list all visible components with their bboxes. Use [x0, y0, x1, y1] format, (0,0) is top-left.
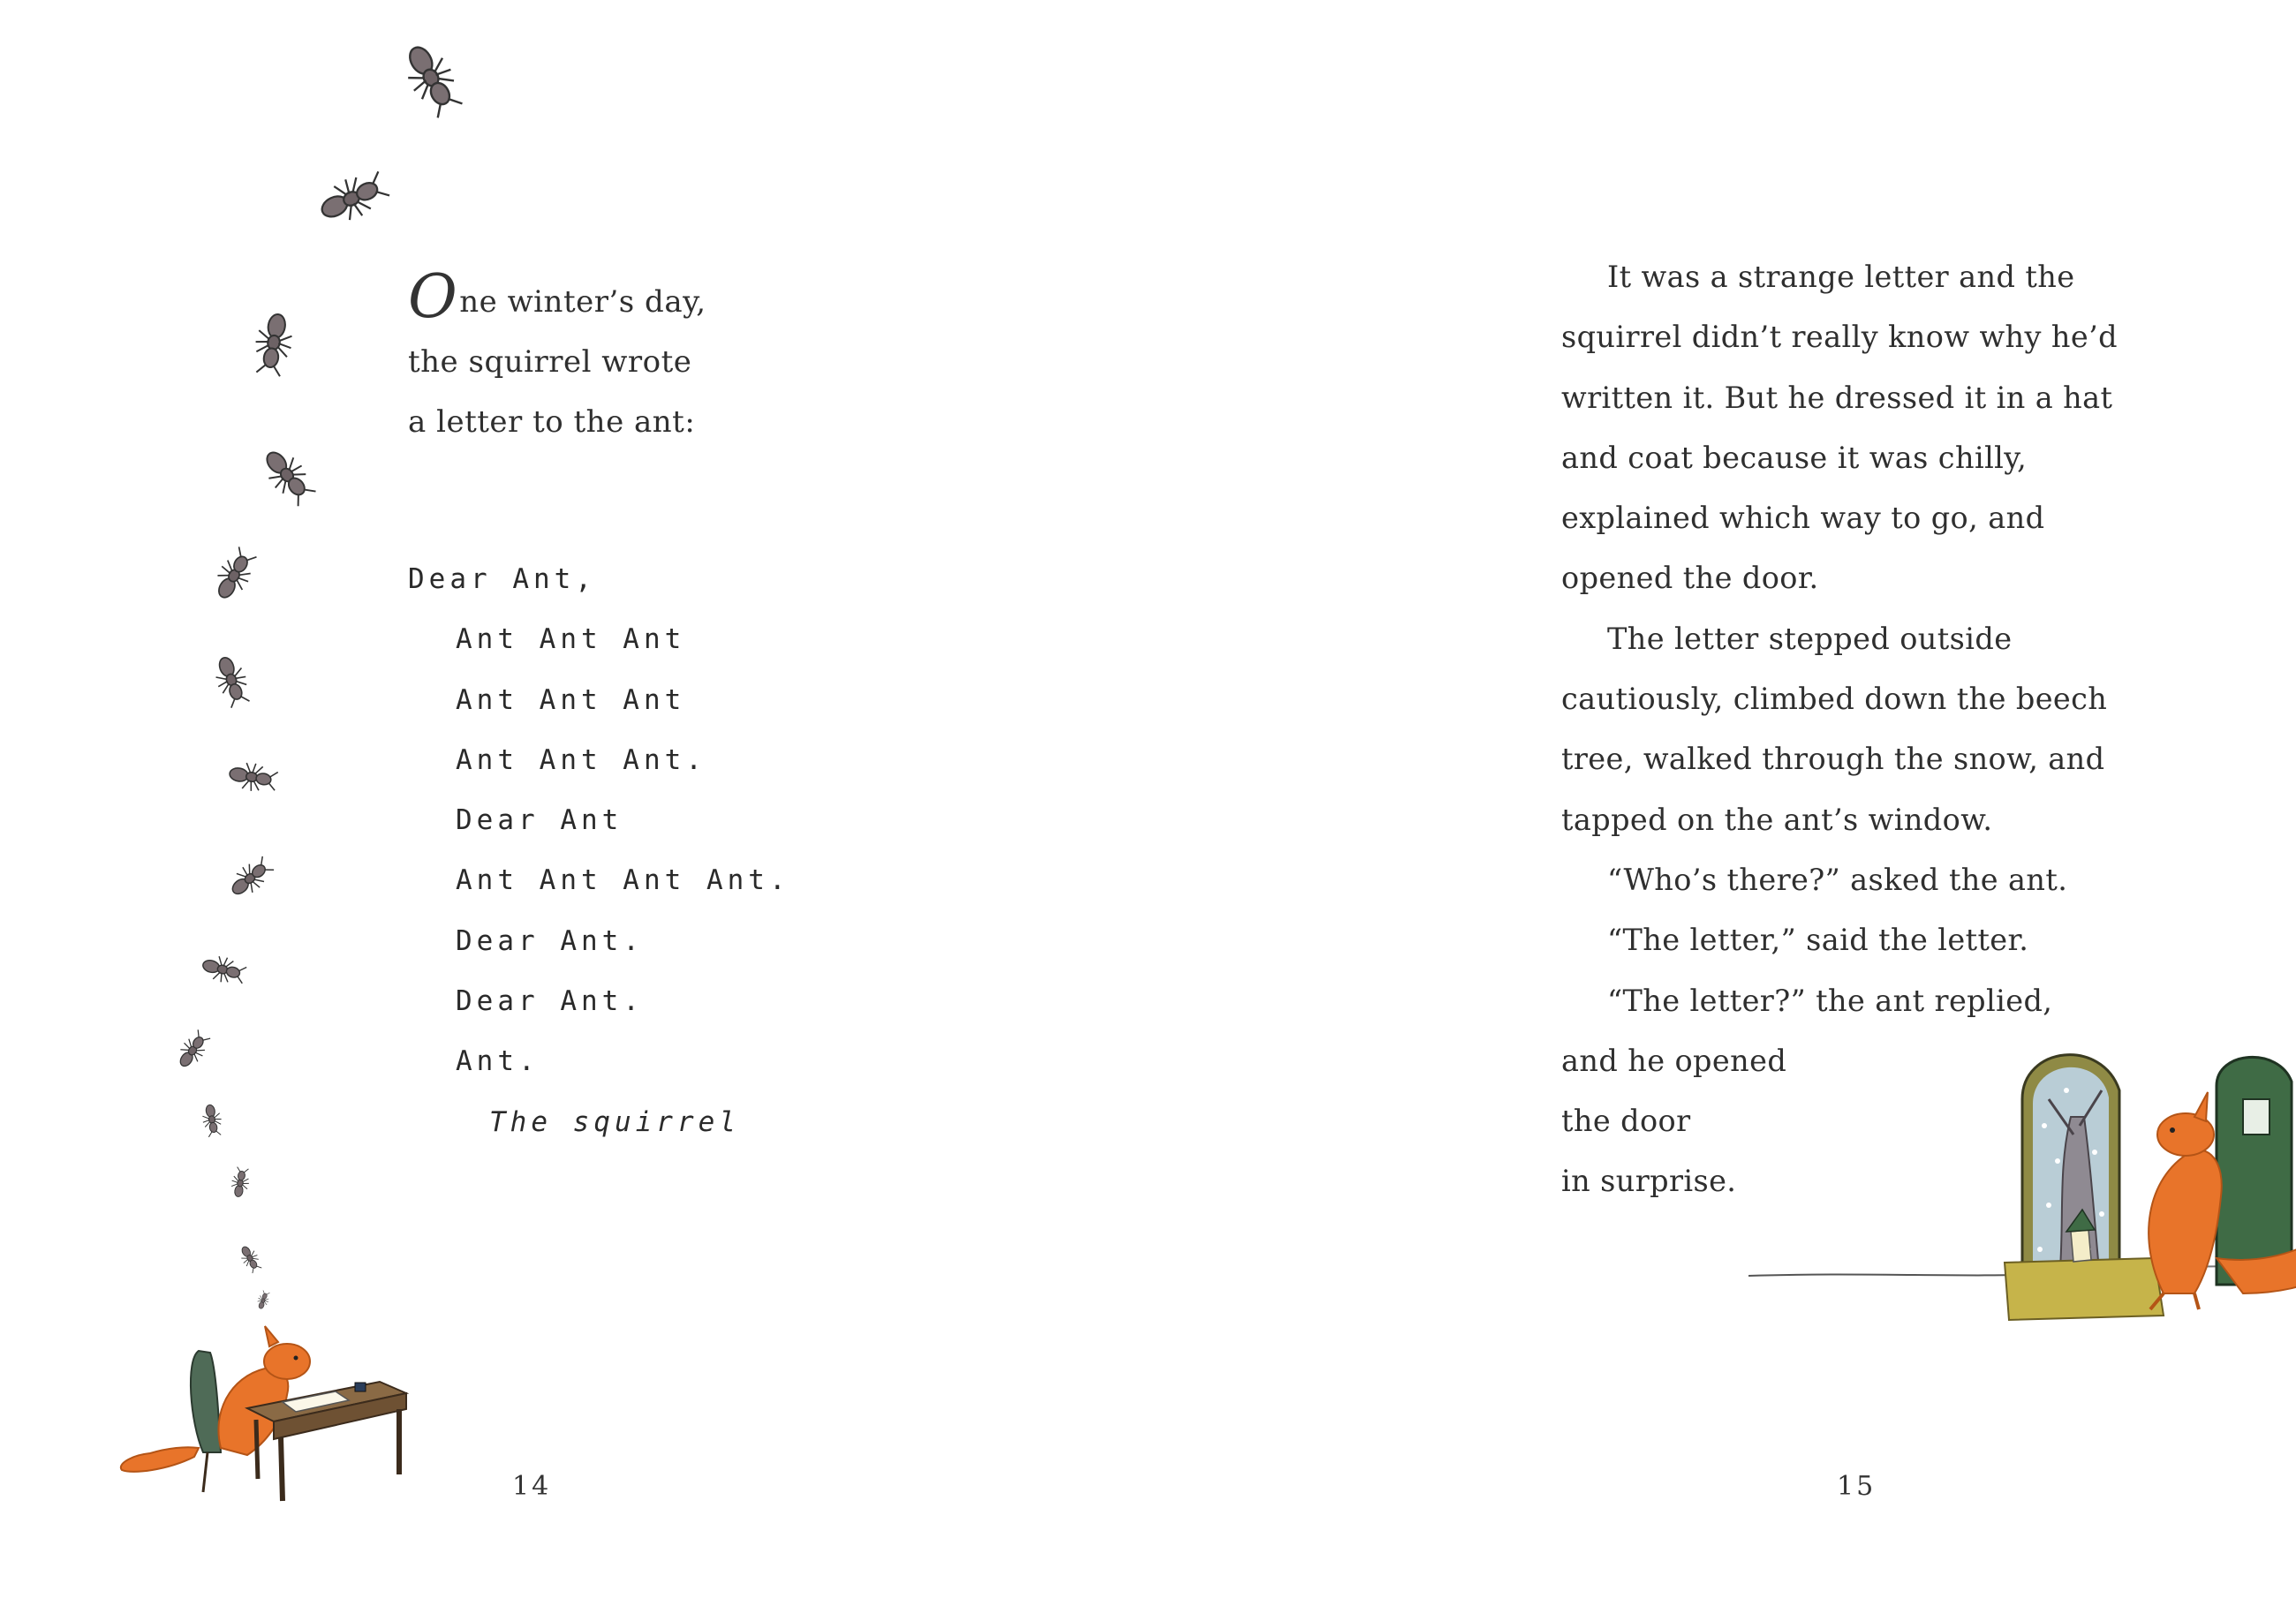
- intro-line-1: [408, 262, 955, 332]
- letter-salutation: Dear Ant,: [408, 563, 596, 595]
- squirrel-writing-at-desk-illustration: [115, 1298, 415, 1510]
- letter-line: Dear Ant.: [456, 985, 644, 1018]
- letter-line: Dear Ant: [456, 804, 623, 837]
- letter-line: Ant Ant Ant Ant.: [456, 864, 790, 897]
- intro-line-2: the squirrel wrote: [408, 344, 692, 380]
- story-line: tapped on the ant’s window.: [1561, 802, 1993, 837]
- letter-line: Ant Ant Ant: [456, 623, 686, 656]
- story-line: “Who’s there?” asked the ant.: [1607, 862, 2068, 897]
- story-line: It was a strange letter and the: [1607, 260, 2075, 294]
- intro-paragraph: [408, 262, 955, 452]
- letter-signature: The squirrel: [489, 1105, 740, 1138]
- letter-line: Ant Ant Ant.: [456, 743, 706, 776]
- right-page: [1148, 0, 2296, 1606]
- page-number-left: 14: [512, 1471, 552, 1502]
- story-line: opened the door.: [1561, 561, 1819, 596]
- story-line: The letter stepped outside: [1607, 621, 2013, 656]
- story-line: cautiously, climbed down the beech: [1561, 682, 2108, 717]
- story-line: in surprise.: [1561, 1164, 1737, 1199]
- dropcap: O: [408, 262, 458, 332]
- story-line: “The letter,” said the letter.: [1607, 923, 2029, 958]
- letter-line: Ant Ant Ant: [456, 683, 686, 716]
- handwritten-letter: [408, 549, 955, 1152]
- story-line: the door: [1561, 1104, 1691, 1139]
- story-line: and he opened: [1561, 1043, 1787, 1078]
- story-line: written it. But he dressed it in a hat: [1561, 380, 2113, 415]
- intro-line-3: a letter to the ant:: [408, 404, 696, 440]
- page-number-right: 15: [1837, 1471, 1877, 1502]
- intro-line-1-rest: ne winter’s day,: [459, 284, 706, 320]
- story-line: “The letter?” the ant replied,: [1607, 983, 2053, 1018]
- letter-line: Dear Ant.: [456, 924, 644, 957]
- story-line: tree, walked through the snow, and: [1561, 742, 2105, 777]
- letter-line: Ant.: [456, 1045, 540, 1078]
- squirrel-at-door-snow-illustration: [1748, 1029, 2296, 1338]
- story-line: explained which way to go, and: [1561, 501, 2045, 536]
- story-line: and coat because it was chilly,: [1561, 440, 2028, 475]
- story-line: squirrel didn’t really know why he’d: [1561, 320, 2118, 355]
